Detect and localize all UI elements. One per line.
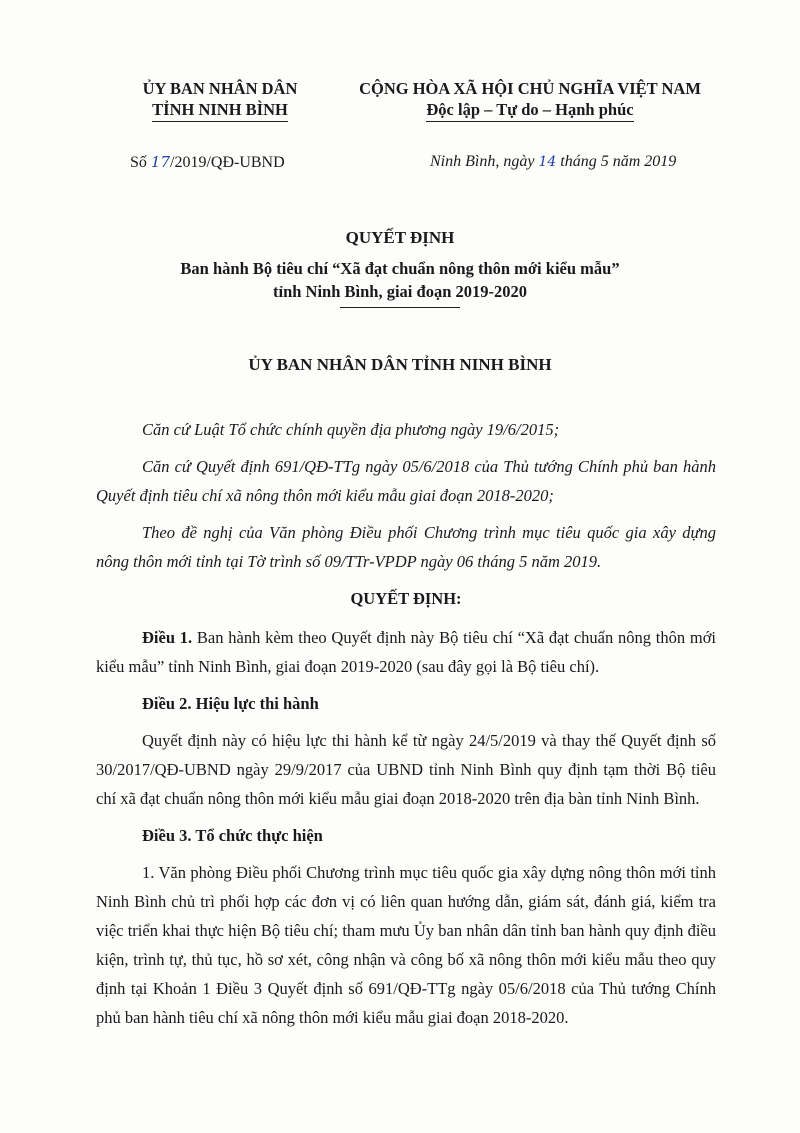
document-number (130, 153, 285, 172)
basis-1: Căn cứ Luật Tổ chức chính quyền địa phương ngày 19/6/2015; (142, 420, 560, 439)
article-2-text: Quyết định này có hiệu lực thi hành kể từ ngày 24/5/2019 và thay thế Quyết định số 30/2017/QĐ-UBND ngày 29/9/2017 của UBND tỉnh Ninh Bình quy định tạm thời Bộ tiêu chí xã đạt chuẩn nông thôn mới kiểu mẫu giai đoạn 2018-2020 trên địa bàn tỉnh Ninh Bình. (96, 731, 716, 808)
subtitle-underline (340, 307, 460, 308)
national-motto (330, 78, 730, 122)
article-1 (96, 623, 716, 681)
subtitle-line1: Ban hành Bộ tiêu chí “Xã đạt chuẩn nông thôn mới kiểu mẫu” (180, 259, 620, 278)
basis-2: Căn cứ Quyết định 691/QĐ-TTg ngày 05/6/2018 của Thủ tướng Chính phủ ban hành Quyết định tiêu chí xã nông thôn mới kiểu mẫu giai đoạn 2018-2020; (96, 457, 716, 505)
subtitle-line2: tỉnh Ninh Bình, giai đoạn 2019-2020 (273, 282, 527, 301)
agency-line1: ỦY BAN NHÂN DÂN (142, 79, 298, 98)
article-1-label: Điều 1. (142, 628, 193, 647)
document-title: QUYẾT ĐỊNH (345, 228, 455, 247)
article-2-heading-text: Điều 2. Hiệu lực thi hành (142, 694, 319, 713)
docno-handwritten: 17 (150, 153, 170, 171)
article-3-item-1: 1. Văn phòng Điều phối Chương trình mục tiêu quốc gia xây dựng nông thôn mới tỉnh Ninh Bình chủ trì phối hợp các đơn vị có liên quan hướng dẫn, giám sát, đánh giá, kiểm tra việc triển khai thực hiện Bộ tiêu chí; tham mưu Ủy ban nhân dân tỉnh ban hành quy định điều kiện, trình tự, thủ tục, hồ sơ xét, công nhận và công bố xã nông thôn mới kiểu mẫu theo quy định tại Khoản 1 Điều 3 Quyết định số 691/QĐ-TTg ngày 05/6/2018 của Thủ tướng Chính phủ ban hành tiêu chí xã nông thôn mới kiểu mẫu giai đoạn 2018-2020. (96, 863, 716, 1027)
article-2-heading (96, 689, 716, 718)
article-1-text: Ban hành kèm theo Quyết định này Bộ tiêu chí “Xã đạt chuẩn nông thôn mới kiểu mẫu” tỉnh Ninh Bình, giai đoạn 2019-2020 (sau đây gọi là Bộ tiêu chí). (96, 628, 717, 676)
document-subtitle (100, 257, 700, 303)
issuing-agency (100, 78, 340, 122)
date-prefix: Ninh Bình, ngày (430, 153, 539, 170)
docno-suffix: /2019/QĐ-UBND (170, 154, 285, 171)
basis-3: Theo đề nghị của Văn phòng Điều phối Chương trình mục tiêu quốc gia xây dựng nông thôn mới tỉnh tại Tờ trình số 09/TTr-VPDP ngày 06 tháng 5 năm 2019. (96, 523, 716, 571)
motto-line1: CỘNG HÒA XÃ HỘI CHỦ NGHĨA VIỆT NAM (359, 79, 701, 98)
docno-prefix: Số (130, 154, 151, 171)
decision-heading: QUYẾT ĐỊNH: (350, 589, 462, 608)
motto-line2: Độc lập – Tự do – Hạnh phúc (426, 99, 633, 122)
date-suffix: tháng 5 năm 2019 (556, 153, 677, 170)
date-line (430, 153, 676, 171)
authority-heading: ỦY BAN NHÂN DÂN TỈNH NINH BÌNH (248, 355, 552, 374)
article-3-heading-text: Điều 3. Tổ chức thực hiện (142, 826, 323, 845)
agency-line2: TỈNH NINH BÌNH (152, 99, 288, 122)
document-body (96, 415, 716, 1040)
article-3-heading (96, 821, 716, 850)
date-handwritten-day: 14 (538, 154, 557, 170)
